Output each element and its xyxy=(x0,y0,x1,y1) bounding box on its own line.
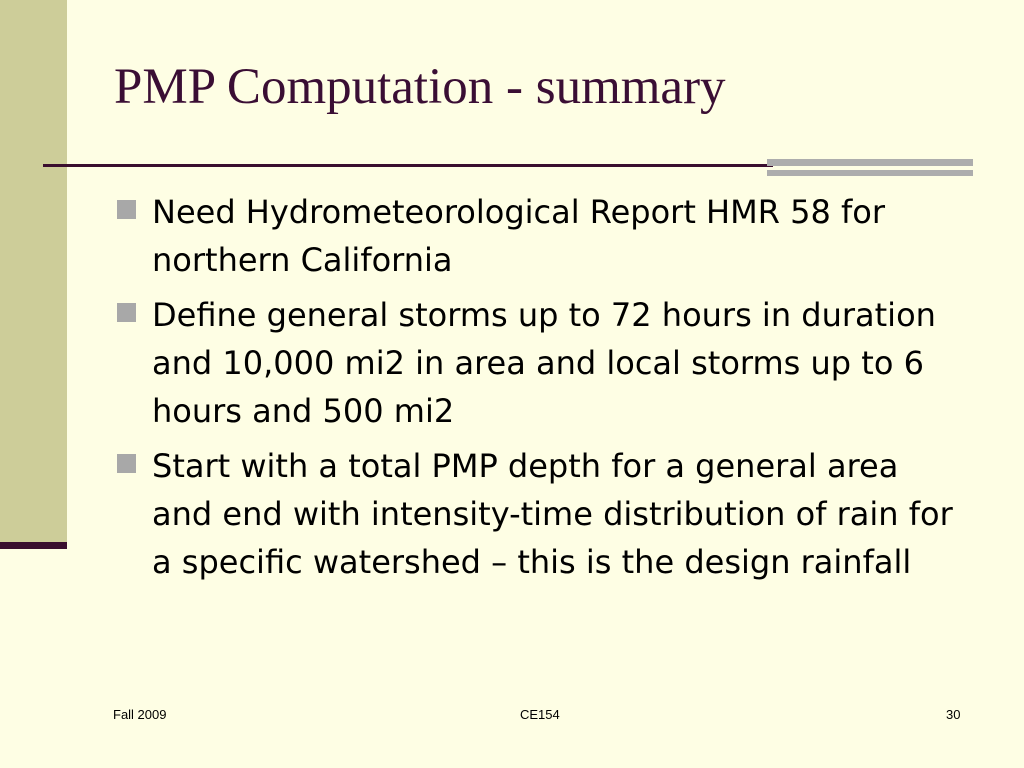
left-sidebar-band xyxy=(0,0,67,542)
footer-course: CE154 xyxy=(520,707,560,722)
page-number: 30 xyxy=(946,707,961,722)
bullet-item xyxy=(116,442,956,586)
bullet-list xyxy=(116,188,956,593)
bullet-item xyxy=(116,188,956,284)
square-bullet-icon xyxy=(117,454,136,473)
bullet-text: Start with a total PMP depth for a general area and end with intensity-time distribution of rain for a specific watershed – this is the design rainfall xyxy=(152,447,953,581)
square-bullet-icon xyxy=(117,303,136,322)
bullet-item xyxy=(116,291,956,435)
left-accent-bar xyxy=(0,542,67,549)
bullet-text: Define general storms up to 72 hours in duration and 10,000 mi2 in area and local storms up to 6 hours and 500 mi2 xyxy=(152,296,936,430)
footer-date: Fall 2009 xyxy=(113,707,167,722)
bullet-text: Need Hydrometeorological Report HMR 58 for northern California xyxy=(152,193,885,279)
slide-title: PMP Computation - summary xyxy=(114,59,726,115)
square-bullet-icon xyxy=(117,200,136,219)
title-divider-line xyxy=(43,164,773,167)
divider-accent-top xyxy=(767,159,973,166)
divider-accent-bottom xyxy=(767,170,973,176)
